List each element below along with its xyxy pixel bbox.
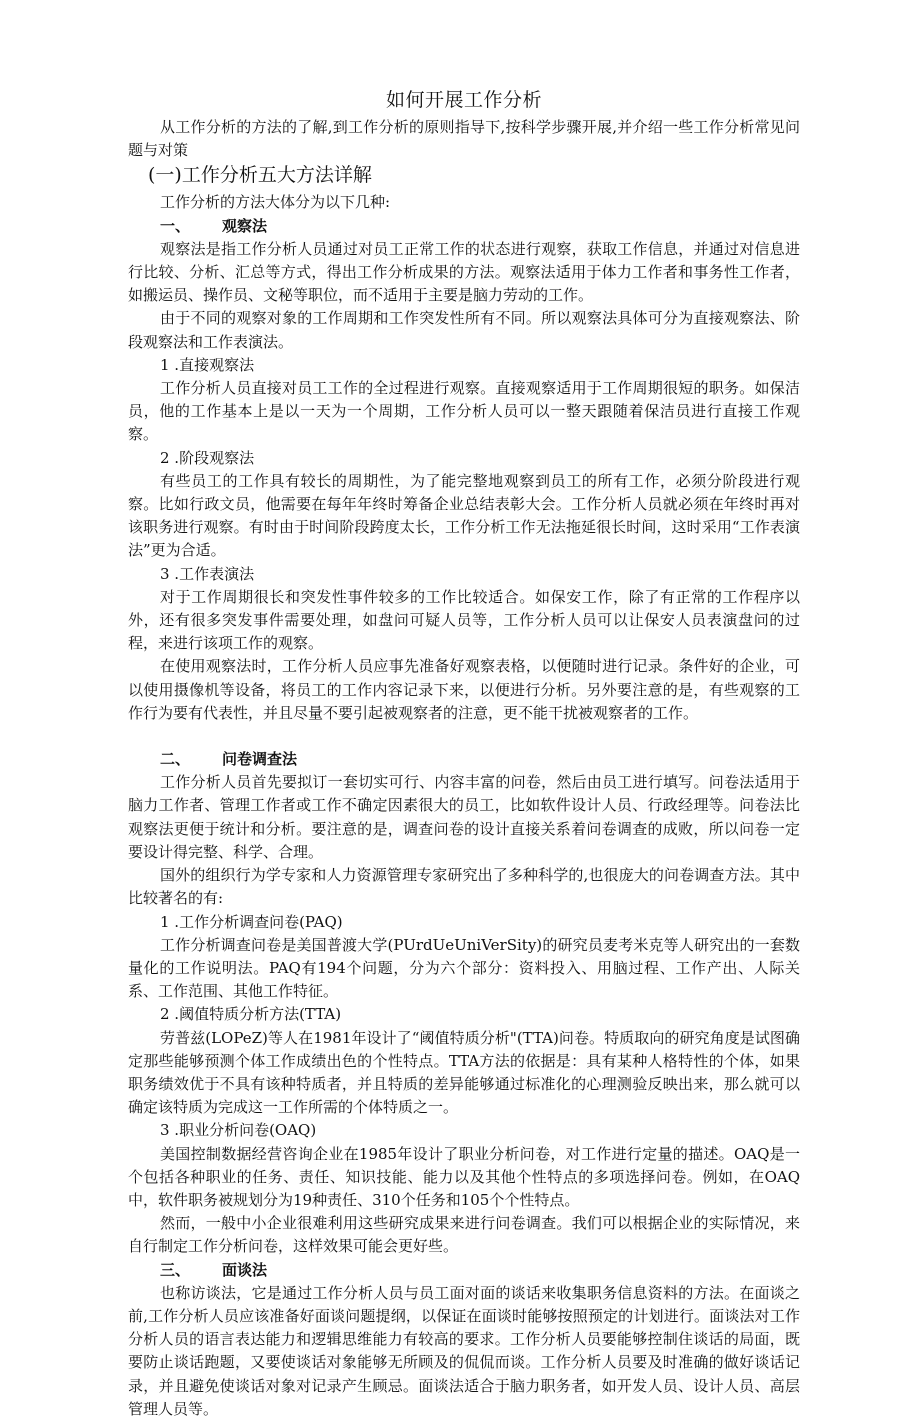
method-number: 三、 (160, 1260, 191, 1279)
method-heading-interview (160, 1259, 800, 1282)
document-title: 如何开展工作分析 (385, 89, 542, 111)
method-heading-questionnaire (160, 748, 800, 771)
method-name: 问卷调查法 (222, 750, 298, 769)
paragraph: 在使用观察法时，工作分析人员应事先准备好观察表格，以便随时进行记录。条件好的企业，可以使用摄像机等设备，将员工的工作内容记录下来，以便进行分析。另外要注意的是，有些观察的工作行为要有代表性，并且尽量不要引起被观察者的注意，更不能干扰被观察者的工作。 (128, 657, 800, 722)
method-heading-observation (160, 215, 800, 238)
sub-heading: 1 .工作分析调查问卷(PAQ) (160, 912, 343, 931)
paragraph: 由于不同的观察对象的工作周期和工作突发性所有不同。所以观察法具体可分为直接观察法、阶段观察法和工作表演法。 (128, 309, 800, 351)
paragraph: 劳普兹(LOPeZ)等人在1981年设计了“阈值特质分析"(TTA)问卷。特质取向的研究角度是试图确定那些能够预测个体工作成绩出色的个性特点。TTA方法的依据是：具有某种人格特性的个体，如果职务绩效优于不具有该种特质者，并且特质的差异能够通过标准化的心理测验反映出来，那么就可以确定该特质为完成这一工作所需的个体特质之一。 (128, 1028, 800, 1117)
paragraph: 对于工作周期很长和突发性事件较多的工作比较适合。如保安工作，除了有正常的工作程序以外，还有很多突发事件需要处理，如盘问可疑人员等，工作分析人员可以让保安人员表演盘问的过程，来进行该项工作的观察。 (128, 587, 800, 653)
paragraph: 工作分析人员直接对员工工作的全过程进行观察。直接观察适用于工作周期很短的职务。如保洁员，他的工作基本上是以一天为一个周期，工作分析人员可以一整天跟随着保洁员进行直接工作观察。 (128, 379, 800, 444)
sub-heading: 3 .工作表演法 (160, 564, 255, 583)
section-lead: 工作分析的方法大体分为以下几种: (160, 193, 391, 212)
paragraph: 有些员工的工作具有较长的周期性，为了能完整地观察到员工的所有工作，必须分阶段进行观察。比如行政文员，他需要在每年年终时筹备企业总结表彰大会。工作分析人员就必须在年终时再对该职务进行观察。有时由于时间阶段跨度太长，工作分析工作无法拖延很长时间，这时采用“工作表演法”更为合适。 (128, 471, 800, 560)
section-heading: (一)工作分析五大方法详解 (148, 164, 372, 187)
paragraph: 工作分析人员首先要拟订一套切实可行、内容丰富的问卷，然后由员工进行填写。问卷法适用于脑力工作者、管理工作者或工作不确定因素很大的员工，比如软件设计人员、行政经理等。问卷法比观察法更便于统计和分析。要注意的是，调查问卷的设计直接关系着问卷调查的成败，所以问卷一定要设计得完整、科学、合理。 (128, 773, 800, 861)
blank-line (128, 725, 800, 748)
paragraph: 工作分析调查问卷是美国普渡大学(PUrdUeUniVerSity)的研究员麦考米克等人研究出的一套数量化的工作说明法。PAQ有194个问题，分为六个部分：资料投入、用脑过程、工作产出、人际关系、工作范围、其他工作特征。 (128, 935, 800, 1001)
paragraph: 然而，一般中小企业很难利用这些研究成果来进行问卷调查。我们可以根据企业的实际情况，来自行制定工作分析问卷，这样效果可能会更好些。 (128, 1214, 800, 1256)
paragraph: 国外的组织行为学专家和人力资源管理专家研究出了多种科学的,也很庞大的问卷调查方法。其中比较著名的有: (128, 866, 800, 908)
sub-heading: 3 .职业分析问卷(OAQ) (160, 1121, 317, 1140)
document-page (128, 86, 800, 1421)
method-number: 二、 (160, 750, 191, 769)
sub-heading: 2 .阈值特质分析方法(TTA) (160, 1005, 342, 1024)
method-name: 面谈法 (222, 1260, 268, 1279)
method-number: 一、 (160, 216, 191, 235)
paragraph: 美国控制数据经营咨询企业在1985年设计了职业分析问卷，对工作进行定量的描述。OAQ是一个包括各种职业的任务、责任、知识技能、能力以及其他个性特点的多项选择问卷。例如，在OAQ中，软件职务被规划分为19种责任、310个任务和105个个性特点。 (128, 1144, 800, 1209)
sub-heading: 2 .阶段观察法 (160, 448, 255, 467)
intro-paragraph: 从工作分析的方法的了解,到工作分析的原则指导下,按科学步骤开展,并介绍一些工作分析常见问题与对策 (128, 118, 800, 160)
paragraph: 观察法是指工作分析人员通过对员工正常工作的状态进行观察，获取工作信息，并通过对信息进行比较、分析、汇总等方式，得出工作分析成果的方法。观察法适用于体力工作者和事务性工作者，如搬运员、操作员、文秘等职位，而不适用于主要是脑力劳动的工作。 (128, 239, 800, 305)
sub-heading: 1 .直接观察法 (160, 355, 255, 374)
paragraph: 也称访谈法，它是通过工作分析人员与员工面对面的谈话来收集职务信息资料的方法。在面谈之前,工作分析人员应该准备好面谈问题提纲，以保证在面谈时能够按照预定的计划进行。面谈法对工作分析人员的语言表达能力和逻辑思维能力有较高的要求。工作分析人员要能够控制住谈话的局面，既要防止谈话跑题，又要使谈话对象能够无所顾及的侃侃而谈。工作分析人员要及时准确的做好谈话记录，并且避免使谈话对象对记录产生顾忌。面谈法适合于脑力职务者，如开发人员、设计人员、高层管理人员等。 (128, 1283, 800, 1418)
method-name: 观察法 (222, 216, 268, 235)
